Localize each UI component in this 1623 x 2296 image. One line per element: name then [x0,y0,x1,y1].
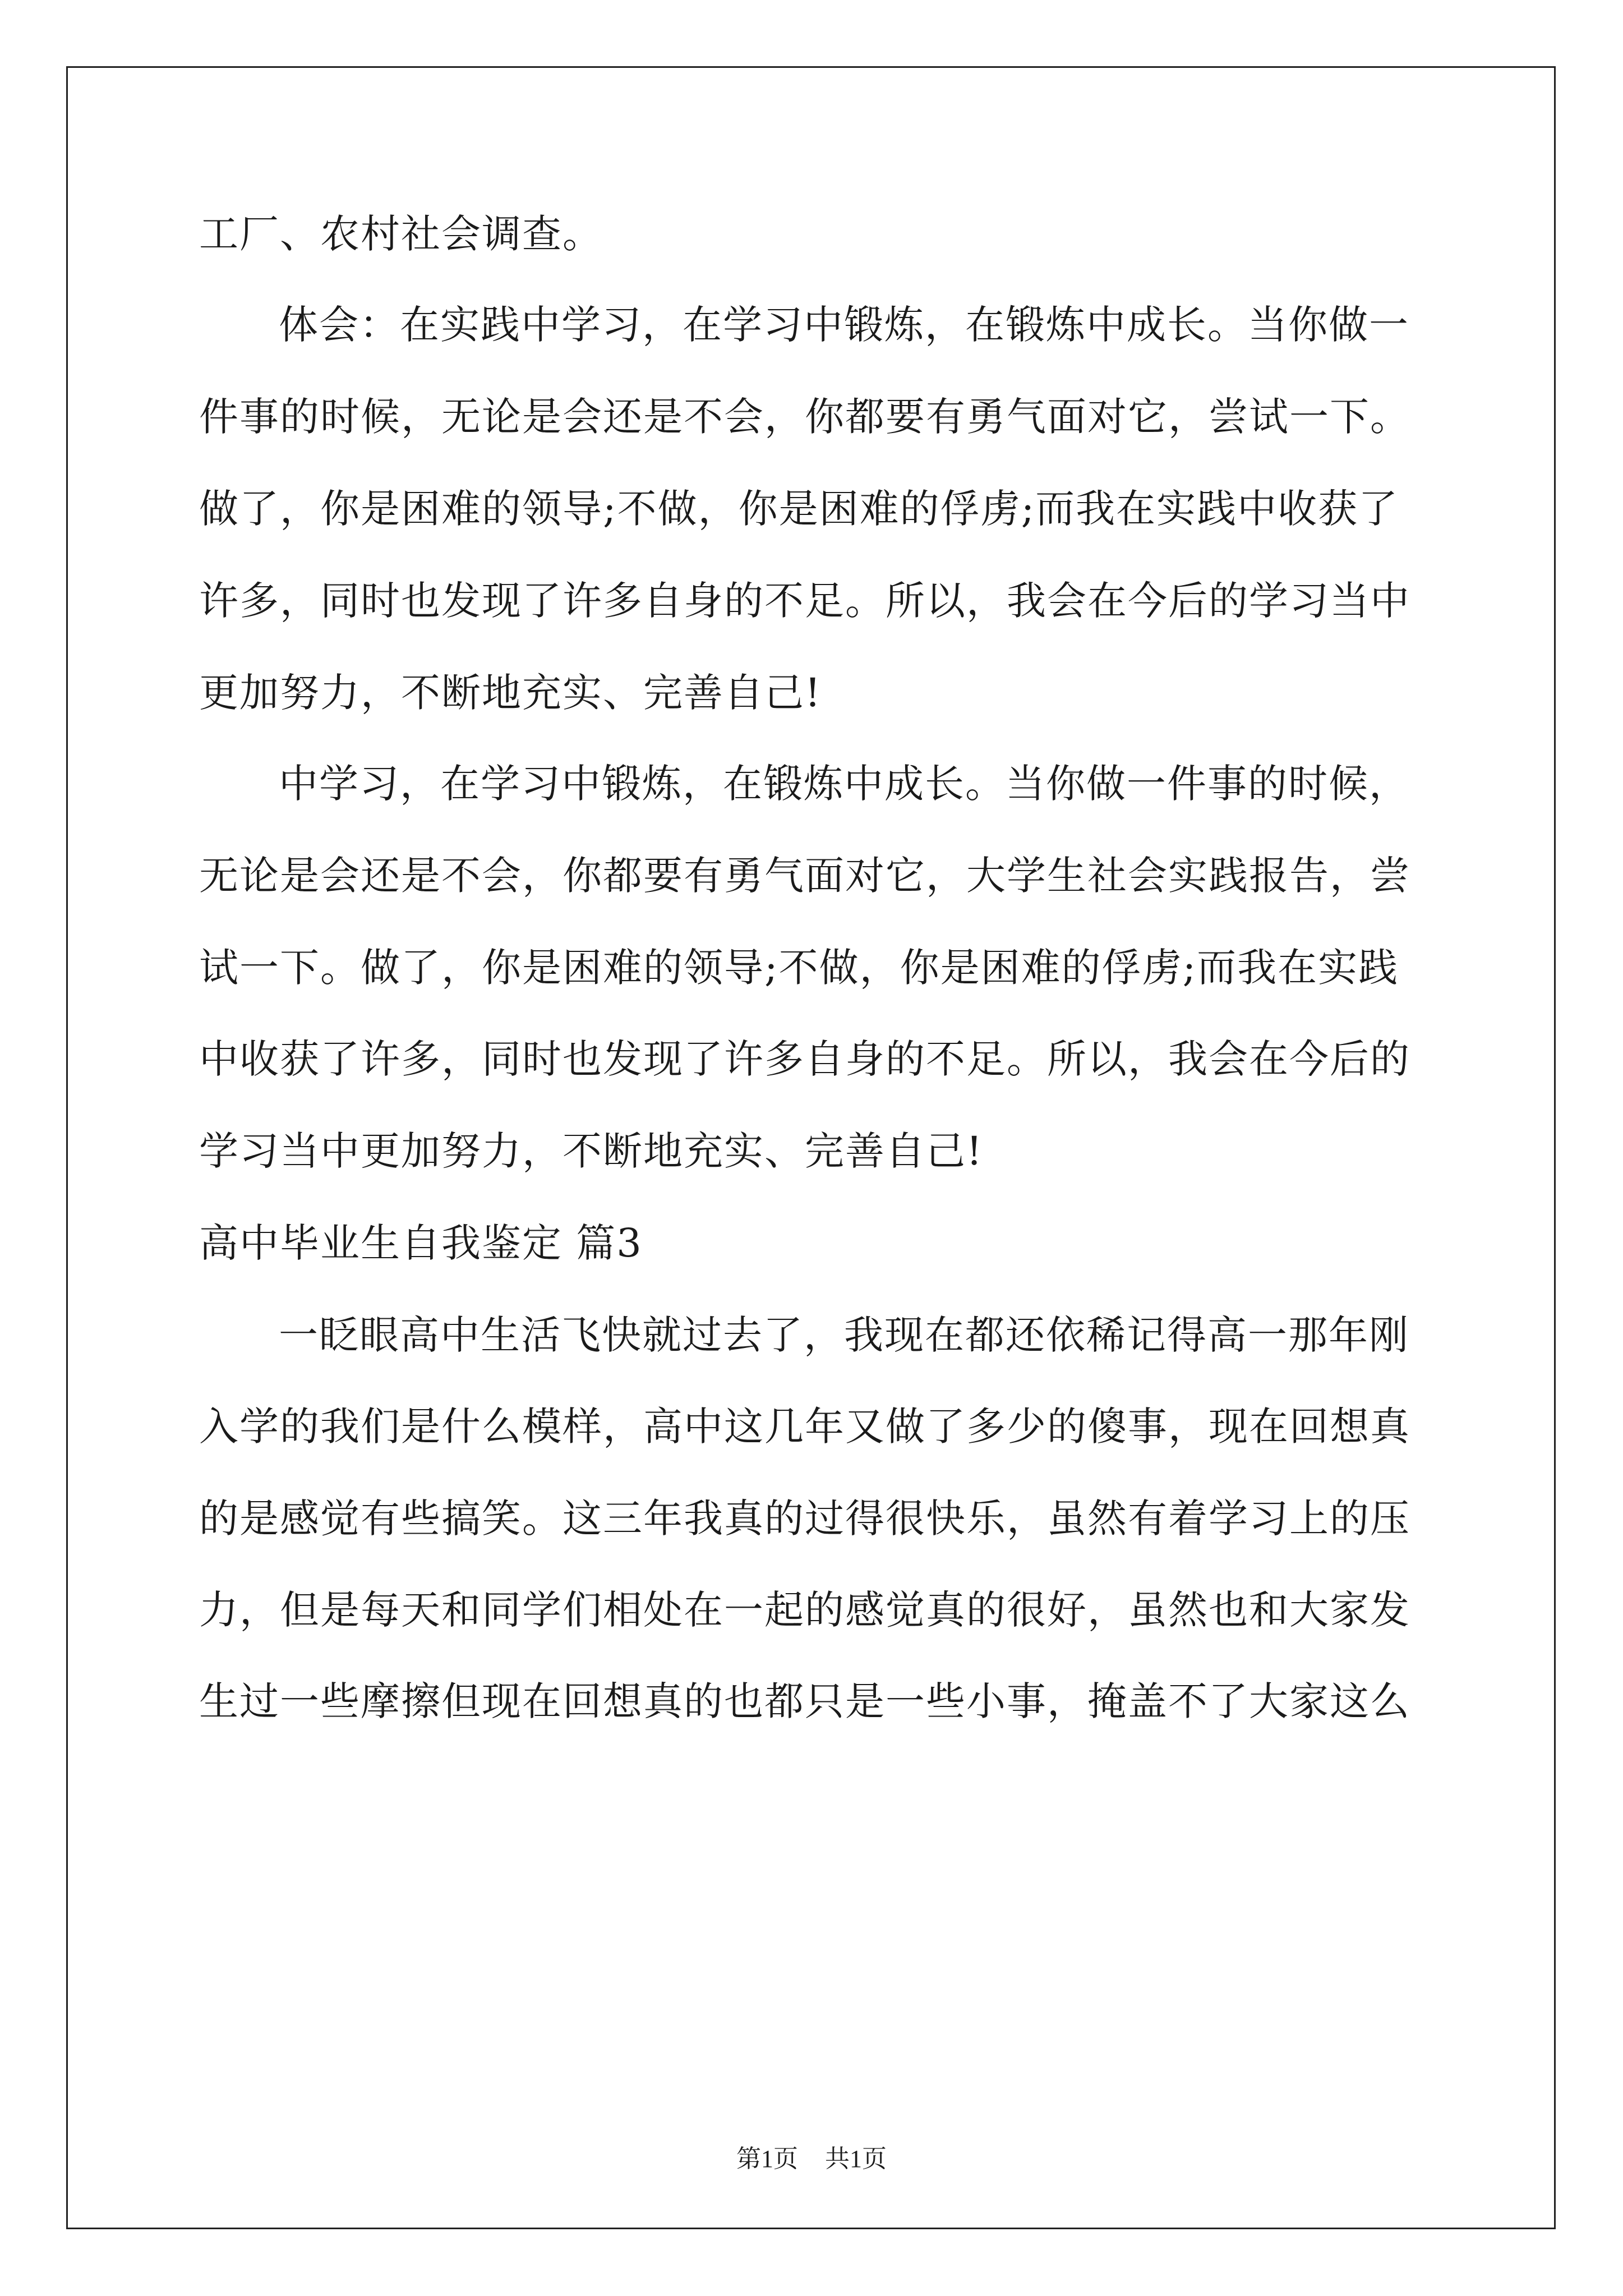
text-line: 许多，同时也发现了许多自身的不足。所以，我会在今后的学习当中 [199,578,1410,624]
text-line: 入学的我们是什么模样，高中这几年又做了多少的傻事，现在回想真 [199,1404,1410,1450]
text-line: 工厂、农村社会调查。 [199,211,603,257]
paragraph-start-line: 中学习，在学习中锻炼，在锻炼中成长。当你做一件事的时候， [279,761,1409,807]
text-line: 生过一些摩擦但现在回想真的也都只是一些小事，掩盖不了大家这么 [199,1678,1410,1724]
page-total: 共1页 [825,2145,887,2173]
page-number: 第1页 [736,2145,798,2173]
text-line: 更加努力，不断地充实、完善自己! [199,670,822,716]
text-line: 的是感觉有些搞笑。这三年我真的过得很快乐，虽然有着学习上的压 [199,1496,1410,1542]
text-line: 做了，你是困难的领导;不做，你是困难的俘虏;而我在实践中收获了 [199,486,1399,532]
paragraph-start-line: 体会：在实践中学习，在学习中锻炼，在锻炼中成长。当你做一 [279,302,1409,348]
section-heading: 高中毕业生自我鉴定 篇3 [199,1220,643,1266]
text-line: 件事的时候，无论是会还是不会，你都要有勇气面对它，尝试一下。 [199,394,1410,440]
paragraph-start-line: 一眨眼高中生活飞快就过去了，我现在都还依稀记得高一那年刚 [279,1312,1409,1358]
page-footer [0,2138,1623,2174]
text-line: 力，但是每天和同学们相处在一起的感觉真的很好，虽然也和大家发 [199,1587,1410,1633]
text-line: 无论是会还是不会，你都要有勇气面对它，大学生社会实践报告，尝 [199,853,1410,899]
text-line: 试一下。做了，你是困难的领导;不做，你是困难的俘虏;而我在实践 [199,945,1399,991]
text-line: 学习当中更加努力，不断地充实、完善自己! [199,1128,984,1174]
text-line: 中收获了许多，同时也发现了许多自身的不足。所以，我会在今后的 [199,1036,1410,1082]
